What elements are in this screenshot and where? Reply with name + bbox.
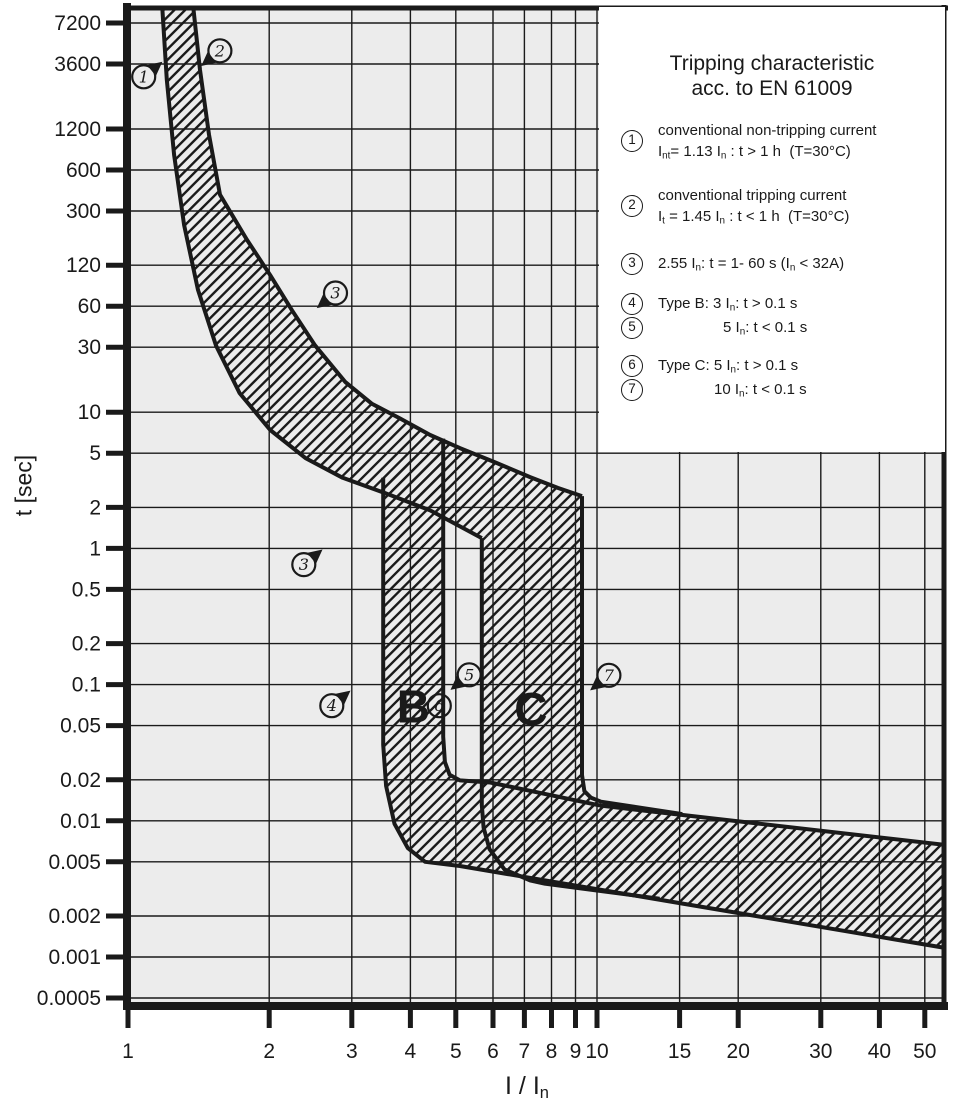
y-tick-label-1: 1 [89,537,101,561]
x-tick-labels [122,1040,936,1063]
y-tick-labels [37,12,101,1010]
y-tick-label-0.001: 0.001 [48,946,101,969]
x-tick-label-10: 10 [585,1040,609,1063]
svg-text:7: 7 [603,665,614,685]
y-tick-label-2: 2 [89,496,101,520]
x-tick-label-5: 5 [449,1040,462,1063]
y-tick-label-0.0005: 0.0005 [36,987,101,1010]
y-tick-label-0.05: 0.05 [60,714,101,738]
x-axis-title-sub: n [539,1084,549,1103]
legend-title-line2: acc. to EN 61009 [691,77,853,100]
x-tick-label-7: 7 [518,1040,531,1063]
zone-label-C: C [514,683,548,736]
x-tick-label-2: 2 [263,1040,276,1063]
y-tick-label-120: 120 [65,254,101,278]
x-tick-label-9: 9 [569,1040,582,1063]
y-tick-label-0.01: 0.01 [60,809,101,833]
legend-number-5: 5 [621,317,643,339]
x-tick-label-4: 4 [404,1040,417,1063]
legend-number-7: 7 [621,379,643,401]
y-tick-label-10: 10 [77,401,101,425]
legend-title [599,51,945,101]
y-tick-label-0.5: 0.5 [71,578,101,602]
legend-number-1: 1 [621,130,643,152]
y-tick-label-5: 5 [89,442,101,466]
y-tick-label-300: 300 [65,200,101,223]
x-tick-label-8: 8 [545,1040,558,1063]
x-tick-label-15: 15 [667,1040,692,1063]
legend-item-text: 10 $I_n$: t < 0.1 s [714,381,807,400]
legend-number-6: 6 [621,355,643,377]
x-tick-label-40: 40 [867,1040,892,1063]
x-tick-label-1: 1 [122,1040,134,1063]
legend-item-text: conventional tripping current $I_t = 1.45$ $I_n$ : t < 1 h (T=30°C) [658,187,850,227]
legend-number-4: 4 [621,293,643,315]
legend-box [599,7,945,452]
svg-text:5: 5 [464,665,475,685]
y-tick-label-0.002: 0.002 [48,905,101,928]
legend-number-3: 3 [621,253,643,275]
legend-number-2: 2 [621,195,643,217]
svg-text:4: 4 [326,696,337,716]
legend-title-line1: Tripping characteristic [669,52,875,75]
x-tick-label-3: 3 [345,1040,358,1063]
y-tick-label-60: 60 [77,295,101,319]
zone-label-B: B [396,680,431,733]
legend-item-text: conventional non-tripping current $I_{nt}= 1.13$ $I_n$ : t > 1 h (T=30°C) [658,122,877,162]
legend-item-text: Type B: 3 $I_n$: t > 0.1 s [658,295,798,314]
y-tick-label-3600: 3600 [54,53,101,76]
legend-item-text: Type C: 5 $I_n$: t > 0.1 s [658,357,799,376]
svg-text:2: 2 [214,41,225,61]
x-tick-label-20: 20 [726,1040,750,1063]
y-tick-label-0.02: 0.02 [60,768,101,792]
svg-text:1: 1 [138,67,149,87]
y-tick-label-0.1: 0.1 [71,673,101,697]
y-tick-label-30: 30 [77,336,101,360]
y-tick-label-0.005: 0.005 [48,850,101,874]
y-tick-label-0.2: 0.2 [71,632,101,656]
svg-text:6: 6 [434,696,445,716]
x-tick-label-50: 50 [913,1040,937,1063]
x-axis-title [457,1072,597,1103]
x-axis-title-main: I / I [505,1072,540,1100]
legend-item-text: 2.55 $I_n$: t = 1- 60 s $(I_n < 32A)$ [658,255,845,274]
svg-text:3: 3 [298,555,309,575]
y-tick-label-1200: 1200 [54,118,101,141]
x-tick-label-30: 30 [809,1040,833,1063]
svg-text:3: 3 [330,283,341,303]
x-tick-label-6: 6 [487,1040,499,1063]
y-axis-title: t [sec] [10,454,37,517]
legend-item-text: 5 $I_n$: t < 0.1 s [723,319,808,338]
y-tick-label-7200: 7200 [54,12,101,35]
y-tick-label-600: 600 [65,159,101,182]
